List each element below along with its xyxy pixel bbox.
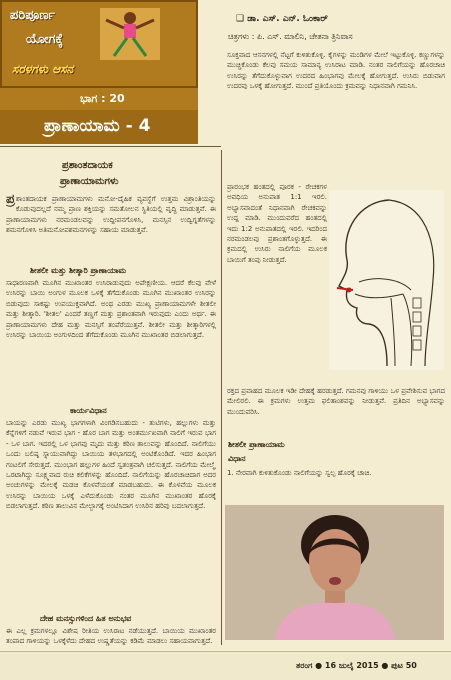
yoga-figure-illustration: [100, 8, 160, 60]
left-paragraph-1: [6, 194, 216, 266]
page-footer: [0, 651, 451, 680]
series-title-line1: ಪರಿಪೂರ್ಣ: [10, 8, 56, 23]
left-subheading-2: ಕಾರ್ಯವಿಧಾನ: [70, 406, 107, 415]
left-heading-sub: ಪ್ರಾಣಾಯಾಮಗಳು: [60, 176, 119, 187]
left-paragraph-2: ಸಾಧಾರಣವಾಗಿ ಮೂಗಿನ ಮುಖಾಂತರ ಉಸಿರಾಡುವುದು ಅಪೇಕ್ಷಣೀಯ. ಆದರೆ ಕೆಲವು ವೇಳೆ ಉಸಿರನ್ನು ಬಾಯಿ ಅಂಗುಳ ಮೂಲಕ ಒಳಕ್ಕೆ ತೆಗೆದುಕೊಂಡು ಮೂಗಿನ ಮುಖಾಂತರ ಉಸಿರನ್ನು ಬಿಡುವುದು ಸಾಕಷ್ಟು ಉಪಯುಕ್ತವಾಗಿದೆ. ಅಂಥ ಎರಡು ಮುಖ್ಯ ಪ್ರಾಣಾಯಾಮಗಳೇ ಶೀತಲೀ ಮತ್ತು ಶೀತ್ಕಾರಿ. 'ಶೀತಲ' ಎಂದರೆ ತಣ್ಣಗೆ ಮತ್ತು ಪ್ರಶಾಂತವಾಗಿ ಇರುವುದು ಎಂದು ಅರ್ಥ. ಈ ಪ್ರಾಣಾಯಾಮಗಳು ದೇಹ ಮತ್ತು ಮನಸ್ಸಿಗೆ ತಂಪೆರೆಯುತ್ತವೆ. ಶೀತಲೀ ಮತ್ತು ಶೀತ್ಕಾರಿಗಳಲ್ಲಿ ಉಸಿರನ್ನು ಬಾಯಿಯ ಅಂಗುಳದಿಂದ ತೆಗೆದುಕೊಂಡು ಮೂಗಿನ ಮುಖಾಂತರ ಬಿಡಲಾಗುತ್ತದೆ.: [6, 279, 216, 340]
author-name: ❑ ಡಾ. ಎಸ್. ಎನ್. ಓಂಕಾರ್: [236, 14, 328, 24]
left-paragraph-4: ಈ ಎಲ್ಲ ಕ್ರಮಗಳಲ್ಲೂ ವಿಶೇಷ ರೀತಿಯ ಉಸಿರಾಟ ನಡೆಯುತ್ತದೆ. ಬಾಯಿಯ ಮುಖಾಂತರ ತಂಪಾದ ಗಾಳಿಯನ್ನು ಒಳಕ್ಕೆಳೆದು ದೇಹದ ಉಷ್ಣತೆಯನ್ನು ಕಡಿಮೆ ಮಾಡಲು ಸಹಾಯವಾಗುತ್ತದೆ.: [6, 627, 216, 646]
series-banner: [0, 0, 198, 88]
column-divider: [221, 150, 222, 645]
left-paragraph-1-text: ಶಾಂತದಾಯಕ ಪ್ರಾಣಾಯಾಮಗಳು ಮನೋ-ದೈಹಿಕ ವ್ಯವಸ್ಥೆಗೆ ಉತ್ತಮ ವಿಶ್ರಾಂತಿಯನ್ನು ಕೊಡುವುದಲ್ಲದೆ ನಮ್ಮ ಪ್ರಾಣ ಶಕ್ತಿಯನ್ನು ಸಮತೋಲನ ಸ್ಥಿತಿಯಲ್ಲಿ ವೃದ್ಧಿ ಮಾಡುತ್ತವೆ. ಈ ಪ್ರಾಣಾಯಾಮಗಳು ನರಮಂಡಲವನ್ನು ಉದ್ದೀಪನಗೊಳಿಸಿ, ಮನಸ್ಸಿನ ಉದ್ವಿಗ್ನತೆಗಳನ್ನು ಶಮನಗೊಳಿಸಿ ಅತಿಮನೋಪಶಮನಗಳನ್ನು ಸಹಾಯ ಮಾಡುತ್ತವೆ.: [6, 195, 216, 235]
drop-cap: ಪ್ರ: [6, 194, 15, 207]
right-subheading-2: ವಿಧಾನ: [228, 454, 246, 463]
left-paragraph-3: ಬಾಯನ್ನು ಎರಡು ಮುಖ್ಯ ಭಾಗಗಳಾಗಿ ವಿಂಗಡಿಸಬಹುದು - ತುಟಿಗಳು, ಹಲ್ಲುಗಳು ಮತ್ತು ಕೆನ್ನೆಗಳಿಗೆ ನಡುವೆ ಇರುವ ಭಾಗ - ಹೊರ ಬಾಗ ಮತ್ತು ಅಂತರ್ಮುಖವಾಗಿ ನಾಲಿಗೆ ಇರುವ ಭಾಗ - ಒಳ ಬಾಗ. ಇದರಲ್ಲಿ ಒಳ ಭಾಗವು ಮೃದು ಮತ್ತು ಕಠಿಣ ತಾಲುವನ್ನು ಹೊಂದಿದೆ. ನಾಲಿಗೆಯು ಒಂದು ಬಲಿಷ್ಠ ಸ್ನಾಯುವಾಗಿದ್ದು ಬಾಯಿಯ ತಳಭಾಗದಲ್ಲಿ ಅಂಟಿಕೊಂಡಿದೆ. ಇದರ ಹಿಂಭಾಗ ಗಂಟಲಿಗೆ ಸೇರುತ್ತದೆ. ಮುಂಭಾಗ ಹಲ್ಲುಗಳ ಹಿಂದೆ ಸ್ವತಂತ್ರವಾಗಿ ಚಲಿಸುತ್ತದೆ. ನಾಲಿಗೆಯ ಮೇಲ್ಮೈ ಒರಟಾಗಿದ್ದು ಸೂಕ್ಷ್ಮವಾದ ರುಚಿ ಕಲಿಕೆಗಳನ್ನು ಹೊಂದಿದೆ. ನಾಲಿಗೆಯನ್ನು ಹೊರಚಾಚಿದಾಗ ಅದರ ಅಂಚುಗಳನ್ನು ಮೇಲಕ್ಕೆ ಮಡಚಿ ಕೊಳವೆಯಂತೆ ಮಾಡಬಹುದು. ಈ ಕೊಳವೆಯ ಮೂಲಕ ಉಸಿರನ್ನು ಬಾಯಿಯ ಒಳಕ್ಕೆ ಎಳೆದುಕೊಂಡು ನಂತರ ಮೂಗಿನ ಮುಖಾಂತರ ಹೊರಕ್ಕೆ ಬಿಡಲಾಗುತ್ತದೆ. ಕಠಿಣ ತಾಲುವಿನ ಮೇಲ್ಭಾಗಕ್ಕೆ ಅಂಟಿಸಿದಾಗ ಉಸಿರಿನ ಹರಿವು ಬದಲಾಗುತ್ತದೆ.: [6, 419, 216, 511]
practitioner-photo: [225, 505, 444, 640]
article-title-bar: [0, 110, 198, 144]
right-subheading-1: ಶೀತಲೀ ಪ್ರಾಣಾಯಾಮ: [228, 440, 285, 449]
part-number-bar: [0, 88, 198, 110]
left-subheading-3: ದೇಹ ಮನಸ್ಸುಗಳಿಂದ ಹಿತ ಅನುಭವ: [40, 614, 132, 623]
article-title: ಪ್ರಾಣಾಯಾಮ - 4: [44, 116, 151, 136]
left-heading-main: ಪ್ರಶಾಂತದಾಯಕ: [62, 160, 113, 171]
header-rule: [0, 146, 221, 147]
series-title-line2: ಯೋಗಕ್ಕೆ: [26, 32, 64, 47]
left-subheading-1: ಶೀತಲೀ ಮತ್ತು ಶೀತ್ಕಾರಿ ಪ್ರಾಣಾಯಾಮ: [30, 266, 127, 275]
footer-text: ತರಂಗ ● 16 ಜುಲೈ 2015 ● ಪುಟ 50: [296, 661, 417, 670]
right-paragraph-1: ಸೂಕ್ತವಾದ ಆಸನಗಳಲ್ಲಿ ನೆಟ್ಟಗೆ ಕುಳಿತುಕೊಳ್ಳಿ. ಕೈಗಳನ್ನು ಮಂಡಿಗಳ ಮೇಲೆ ಇಟ್ಟುಕೊಳ್ಳಿ. ಕಣ್ಣುಗಳನ್ನು ಮುಚ್ಚಿಕೊಂಡು ಕೆಲವು ಸಮಯ ಸಾಮಾನ್ಯ ಉಸಿರಾಟ ಮಾಡಿ. ನಂತರ ನಾಲಿಗೆಯನ್ನು ಹೊರಚಾಚಿ ಉಸಿರನ್ನು ತೆಗೆದುಕೊಳ್ಳುವಾಗ ಉದರದ ಹಿಂಭಾಗವು ಮೇಲಕ್ಕೆ ಹೋಗುತ್ತದೆ. ಉಸಿರು ಬಿಡುವಾಗ ಉದರವು ಒಳಕ್ಕೆ ಹೋಗುತ್ತದೆ. ಮುಂದೆ ಪ್ರತಿಯೊಂದು ಕ್ರಮವನ್ನು ನಿಧಾನವಾಗಿ ಗಮನಿಸಿ.: [227, 51, 445, 91]
right-paragraph-2: ರಕ್ತದ ಪ್ರವಾಹದ ಮೂಲಕ ಇಡೀ ದೇಹಕ್ಕೆ ಹರಡುತ್ತದೆ. ಗಮನವು ಗಾಳಿಯು ಒಳ ಪ್ರವೇಶಿಸುವ ಭಾಗದ ಮೇಲಿರಲಿ. ಈ ಕ್ರಮಗಳು ಉತ್ತಮ ಫಲಿತಾಂಶವನ್ನು ನೀಡುತ್ತವೆ. ಪ್ರತಿದಿನ ಅಭ್ಯಾಸವನ್ನು ಮುಂದುವರಿಸಿ.: [227, 387, 445, 416]
part-number: ಭಾಗ : 20: [80, 92, 125, 105]
photo-credit: ಚಿತ್ರಗಳು : ಪಿ. ಎಸ್. ಮಾಲಿನಿ, ಚೇತನಾ ತ್ರಿನಿವಾಸ: [228, 32, 353, 41]
right-ratio-text: ಪ್ರಾರಂಭಕ ಹಂತದಲ್ಲಿ ಪೂರಕ - ರೇಚಕಗಳ ಅವಧಿಯ ಅನುಪಾತ 1:1 ಇರಲಿ. ಅಭ್ಯಾಸವಾದಂತೆ ನಿಧಾನವಾಗಿ ರೇಚಕವನ್ನು ಉದ್ದ ಮಾಡಿ. ಮುಂದುವರೆದ ಹಂತದಲ್ಲಿ ಇದು 1:2 ಅನುಪಾತದಲ್ಲಿ ಇರಲಿ. ಇದರಿಂದ ನರಮಂಡಲವು ಪ್ರಶಾಂತಗೊಳ್ಳುತ್ತದೆ. ಈ ಕ್ರಮದಲ್ಲಿ ಉಸಿರು ನಾಲಿಗೆಯ ಮೂಲಕ ಬಾಯಿಗೆ ತಂಪು ನೀಡುತ್ತದೆ.: [227, 183, 327, 264]
breathing-anatomy-diagram: [329, 190, 444, 370]
series-title-line3: ಸರಳಗಳು ಆಸನ: [12, 62, 74, 76]
right-paragraph-3: 1. ನೇರವಾಗಿ ಕುಳಿತುಕೊಂಡು ನಾಲಿಗೆಯನ್ನು ಸ್ವಲ್ಪ ಹೊರಕ್ಕೆ ಚಾಚಿ.: [227, 469, 372, 477]
